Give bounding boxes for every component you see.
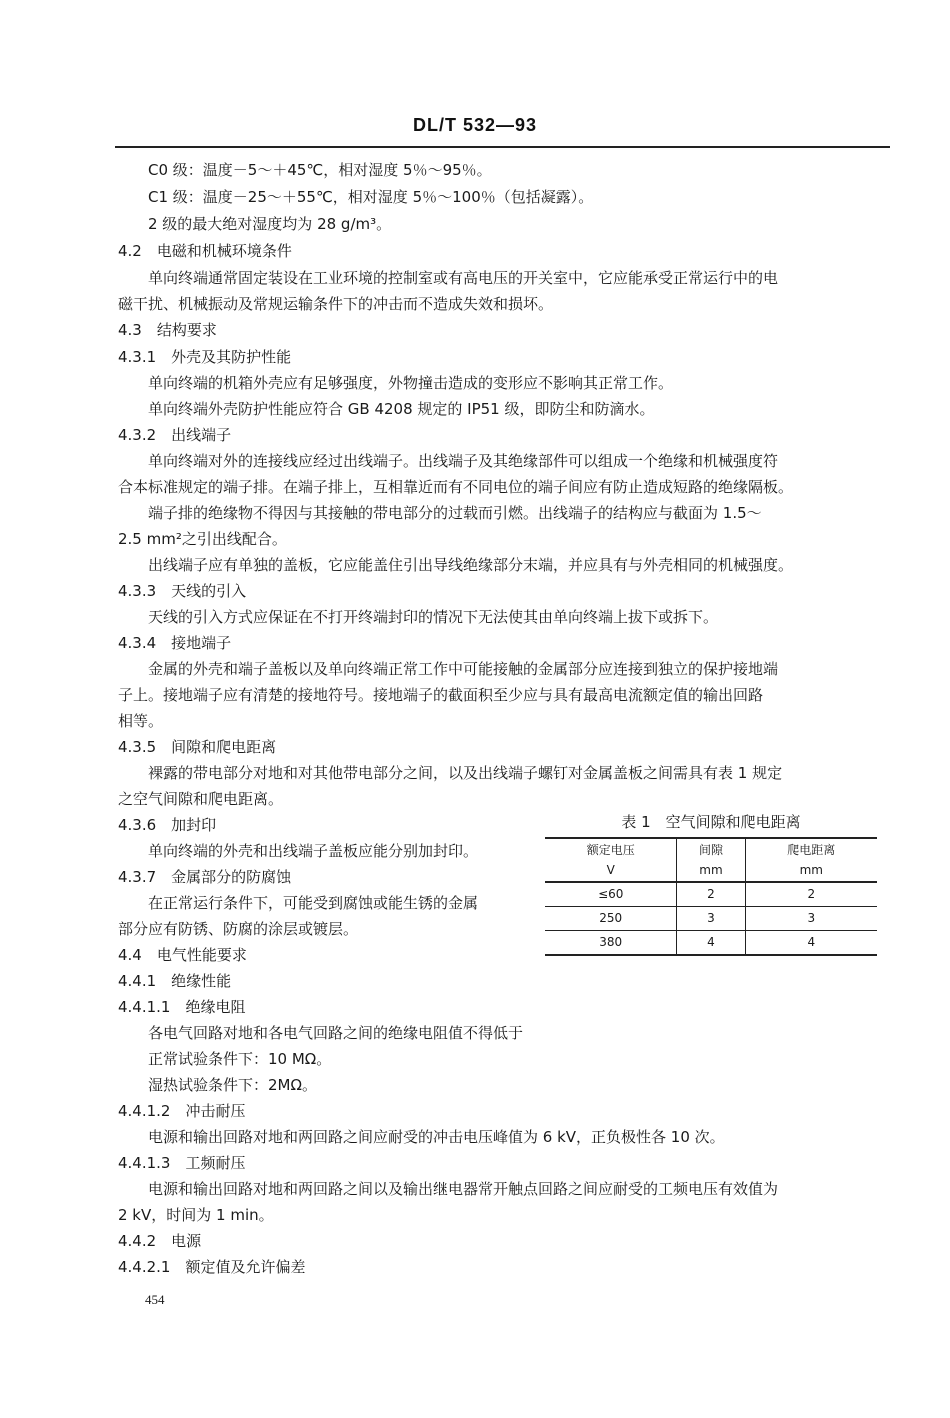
section-heading-4-4-1-2: 4.4.1.2 冲击耐压 xyxy=(118,1102,246,1120)
body-line: 相等。 xyxy=(118,712,164,730)
section-heading-4-4-1: 4.4.1 绝缘性能 xyxy=(118,972,232,990)
body-line: 磁干扰、机械振动及常规运输条件下的冲击而不造成失效和损坏。 xyxy=(118,295,554,313)
body-line: 之空气间隙和爬电距离。 xyxy=(118,790,284,808)
header-creepage: 爬电距离 xyxy=(787,843,836,857)
section-heading-4-3-3: 4.3.3 天线的引入 xyxy=(118,582,247,600)
table-cell: 2 xyxy=(745,882,877,907)
body-line: 2.5 mm²之引出线配合。 xyxy=(118,530,287,548)
table-row xyxy=(545,907,877,931)
table-header-cell xyxy=(545,838,677,882)
section-heading-4-3-4: 4.3.4 接地端子 xyxy=(118,634,232,652)
body-line: 单向终端通常固定装设在工业环境的控制室或有高电压的开关室中，它应能承受正常运行中的电 xyxy=(148,269,779,287)
table-cell: 4 xyxy=(745,931,877,956)
body-line: 裸露的带电部分对地和对其他带电部分之间，以及出线端子螺钉对金属盖板之间需具有表 1 规定 xyxy=(148,764,783,782)
body-line: 单向终端外壳防护性能应符合 GB 4208 规定的 IP51 级，即防尘和防滴水。 xyxy=(148,400,655,418)
body-line: 出线端子应有单独的盖板，它应能盖住引出导线绝缘部分末端，并应具有与外壳相同的机械强度。 xyxy=(148,556,794,574)
page-number: 454 xyxy=(145,1292,165,1307)
body-line: 端子排的绝缘物不得因与其接触的带电部分的过载而引燃。出线端子的结构应与截面为 1.5～ xyxy=(148,504,762,522)
body-line: 正常试验条件下：10 MΩ。 xyxy=(148,1050,332,1068)
header-clearance: 间隙 xyxy=(698,843,723,857)
body-line: 子上。接地端子应有清楚的接地符号。接地端子的截面积至少应与具有最高电流额定值的输出回路 xyxy=(118,686,764,704)
body-line: 湿热试验条件下：2MΩ。 xyxy=(148,1076,317,1094)
section-heading-4-4: 4.4 电气性能要求 xyxy=(118,946,247,964)
table-header-cell xyxy=(677,838,745,882)
section-heading-4-3: 4.3 结构要求 xyxy=(118,321,217,339)
header-voltage-unit: V xyxy=(606,863,615,877)
document-header: DL/T 532—93 xyxy=(412,115,538,135)
body-line: 部分应有防锈、防腐的涂层或镀层。 xyxy=(118,920,359,938)
body-line: 电源和输出回路对地和两回路之间应耐受的冲击电压峰值为 6 kV，正负极性各 10 次。 xyxy=(148,1128,725,1146)
header-clearance-unit: mm xyxy=(699,863,723,877)
section-heading-4-3-5: 4.3.5 间隙和爬电距离 xyxy=(118,738,277,756)
body-line: 单向终端的机箱外壳应有足够强度，外物撞击造成的变形应不影响其正常工作。 xyxy=(148,374,674,392)
section-heading-4-4-2-1: 4.4.2.1 额定值及允许偏差 xyxy=(118,1258,306,1276)
body-line: 合本标准规定的端子排。在端子排上，互相靠近而有不同电位的端子间应有防止造成短路的绝缘隔板。 xyxy=(118,478,794,496)
body-line: 电源和输出回路对地和两回路之间以及输出继电器常开触点回路之间应耐受的工频电压有效值为 xyxy=(148,1180,779,1198)
body-line: 2 kV，时间为 1 min。 xyxy=(118,1206,274,1224)
header-rule xyxy=(115,146,890,148)
section-heading-4-4-1-3: 4.4.1.3 工频耐压 xyxy=(118,1154,246,1172)
table-caption: 表 1 空气间隙和爬电距离 xyxy=(621,813,801,831)
table-cell: 250 xyxy=(545,907,677,931)
table-header-row xyxy=(545,838,877,882)
body-line: 单向终端的外壳和出线端子盖板应能分别加封印。 xyxy=(148,842,479,860)
table-cell: ≤60 xyxy=(545,882,677,907)
section-heading-4-4-1-1: 4.4.1.1 绝缘电阻 xyxy=(118,998,246,1016)
body-line: 金属的外壳和端子盖板以及单向终端正常工作中可能接触的金属部分应连接到独立的保护接地端 xyxy=(148,660,779,678)
table-cell: 380 xyxy=(545,931,677,956)
body-line: 天线的引入方式应保证在不打开终端封印的情况下无法使其由单向终端上拔下或拆下。 xyxy=(148,608,719,626)
body-line: 在正常运行条件下，可能受到腐蚀或能生锈的金属 xyxy=(148,894,479,912)
table-cell: 4 xyxy=(677,931,745,956)
body-line: 各电气回路对地和各电气回路之间的绝缘电阻值不得低于 xyxy=(148,1024,524,1042)
body-line: C1 级：温度－25～＋55℃，相对湿度 5％～100％（包括凝露）。 xyxy=(148,188,594,206)
table-cell: 3 xyxy=(745,907,877,931)
table-cell: 2 xyxy=(677,882,745,907)
table-row xyxy=(545,882,877,907)
clearance-table xyxy=(545,837,877,956)
section-heading-4-2: 4.2 电磁和机械环境条件 xyxy=(118,242,292,260)
header-creepage-unit: mm xyxy=(799,863,823,877)
body-line: C0 级：温度－5～＋45℃，相对湿度 5％～95％。 xyxy=(148,161,492,179)
section-heading-4-3-1: 4.3.1 外壳及其防护性能 xyxy=(118,348,292,366)
section-heading-4-3-7: 4.3.7 金属部分的防腐蚀 xyxy=(118,868,292,886)
table-header-cell xyxy=(745,838,877,882)
section-heading-4-3-2: 4.3.2 出线端子 xyxy=(118,426,232,444)
body-line: 2 级的最大绝对湿度均为 28 g/m³。 xyxy=(148,215,392,233)
table-row xyxy=(545,931,877,956)
header-voltage: 额定电压 xyxy=(586,843,635,857)
section-heading-4-3-6: 4.3.6 加封印 xyxy=(118,816,217,834)
body-line: 单向终端对外的连接线应经过出线端子。出线端子及其绝缘部件可以组成一个绝缘和机械强度符 xyxy=(148,452,779,470)
section-heading-4-4-2: 4.4.2 电源 xyxy=(118,1232,202,1250)
table-cell: 3 xyxy=(677,907,745,931)
